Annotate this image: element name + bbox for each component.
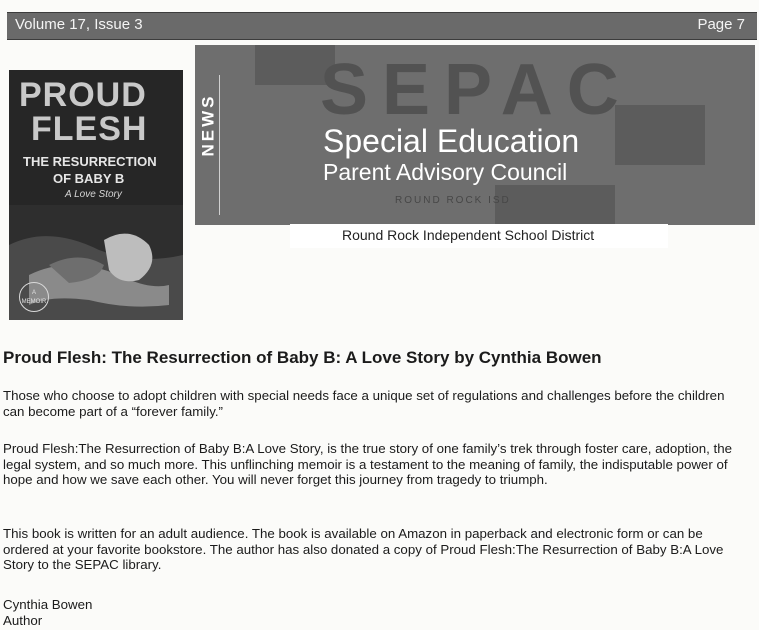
district-name: Round Rock Independent School District <box>342 227 595 243</box>
cover-tagline: A Love Story <box>65 189 122 200</box>
article-paragraph-3: This book is written for an adult audience. The book is available on Amazon in paperback and electronic form or can be ordered at your favorite bookstore. The author has also donated a copy of Proud Flesh:The Resurrection of Baby B:A Love Story to the SEPAC library. <box>3 526 724 572</box>
book-cover <box>9 70 183 320</box>
cover-subtitle-line2: OF BABY B <box>53 171 125 186</box>
signature-title: Author <box>3 612 43 628</box>
cover-title-line2: FLESH <box>31 110 148 148</box>
sepac-banner <box>195 45 755 225</box>
org-name-line1: Special Education <box>323 123 580 159</box>
banner-divider <box>219 75 220 215</box>
article-paragraph-2: Proud Flesh:The Resurrection of Baby B:A Love Story, is the true story of one family’s trek through foster care, adoption, the legal system, and so much more. This unflinching memoir is a testament to the meaning of family, the indisputable power of hope and how we save each other. You will never forget this journey from tragedy to triumph. <box>3 441 732 487</box>
news-label: NEWS <box>198 93 218 157</box>
memoir-badge: A MEMOIR <box>19 282 49 312</box>
sepac-logo-text: SEPAC <box>320 50 633 130</box>
article-paragraph-1: Those who choose to adopt children with special needs face a unique set of regulations and challenges before the children can become part of a “forever family.” <box>3 388 725 419</box>
volume-issue: Volume 17, Issue 3 <box>15 16 143 33</box>
article-headline: Proud Flesh: The Resurrection of Baby B: A Love Story by Cynthia Bowen <box>3 348 602 367</box>
signature-name: Cynthia Bowen <box>3 597 93 612</box>
banner-watermark: ROUND ROCK ISD <box>395 195 511 206</box>
cover-subtitle-line1: THE RESURRECTION <box>23 154 157 169</box>
page-number: Page 7 <box>697 16 745 33</box>
district-strip <box>290 224 668 248</box>
article-signature <box>3 597 92 628</box>
newsletter-header-bar <box>7 12 757 40</box>
cover-title-line1: PROUD <box>19 76 147 114</box>
org-name-line2: Parent Advisory Council <box>323 159 568 185</box>
